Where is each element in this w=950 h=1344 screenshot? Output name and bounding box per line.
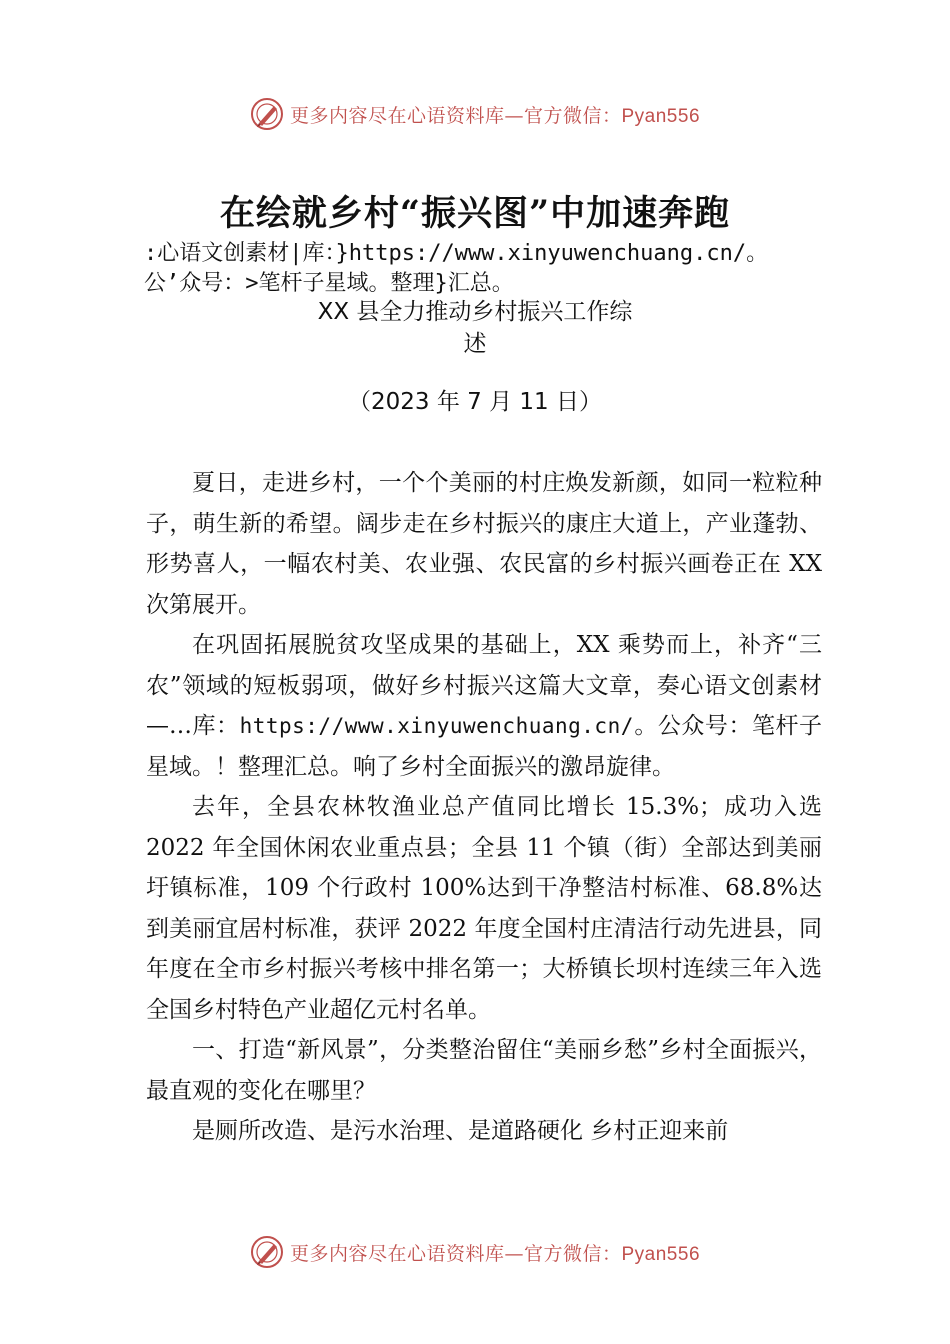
document-title: 在绘就乡村“振兴图”中加速奔跑 (219, 193, 731, 234)
paragraph-3: 去年，全县农林牧渔业总产值同比增长 15.3%；成功入选 2022 年全国休闲农业重点县；全县 11 个镇（街）全部达到美丽圩镇标准，109 个行政村 100%达到干净整洁村标准、68.8%达到美丽宜居村标准，获评 2022 年度全国村庄清洁行动先进县，同年度在全市乡村振兴考核中排名第一；大桥镇长坝村连续三年入选全国乡村特色产业超亿元村名单。 (146, 794, 822, 1023)
header-watermark-banner (0, 94, 950, 134)
source-line-2: 公’众号：>笔杆子星域。整理}汇总。 (144, 271, 514, 296)
footer-watermark-banner (0, 1232, 950, 1272)
pen-logo-icon (250, 1235, 284, 1269)
section-heading-1: 一、打造“新风景”，分类整治留住“美丽乡愁”乡村全面振兴，最直观的变化在哪里？ (146, 1037, 822, 1104)
source-url: https://www.xinyuwenchuang.cn/ (239, 714, 634, 738)
paragraph-2: 在巩固拓展脱贫攻坚成果的基础上，XX 乘势而上，补齐“三农”领域的短板弱项，做好乡村振兴这篇大文章，奏心语文创素材—…库：https://www.xinyuwenchuang.cn/。公众号：笔杆子星域。！整理汇总。响了乡村全面振兴的激昂旋律。 (146, 632, 823, 780)
paragraph-5: 是厕所改造、是污水治理、是道路硬化 乡村正迎来前 (192, 1118, 729, 1144)
document-body (146, 463, 822, 1152)
paragraph-1: 夏日，走进乡村，一个个美丽的村庄焕发新颜，如同一粒粒种子，萌生新的希望。阔步走在乡村振兴的康庄大道上，产业蓬勃、形势喜人，一幅农村美、农业强、农民富的乡村振兴画卷正在 XX 次第展开。 (146, 470, 822, 618)
document-subtitle (290, 296, 660, 360)
pen-logo-icon (250, 97, 284, 131)
banner-text: 更多内容尽在心语资料库—官方微信：Pyan556 (289, 1242, 701, 1265)
subtitle-line-2: 述 (463, 331, 487, 357)
banner-text: 更多内容尽在心语资料库—官方微信：Pyan556 (289, 104, 701, 127)
source-line-1: :心语文创素材|库：}https://www.xinyuwenchuang.cn/。 (144, 241, 769, 266)
document-date: （2023 年 7 月 11 日） (348, 389, 602, 415)
subtitle-line-1: XX 县全力推动乡村振兴工作综 (317, 299, 633, 325)
